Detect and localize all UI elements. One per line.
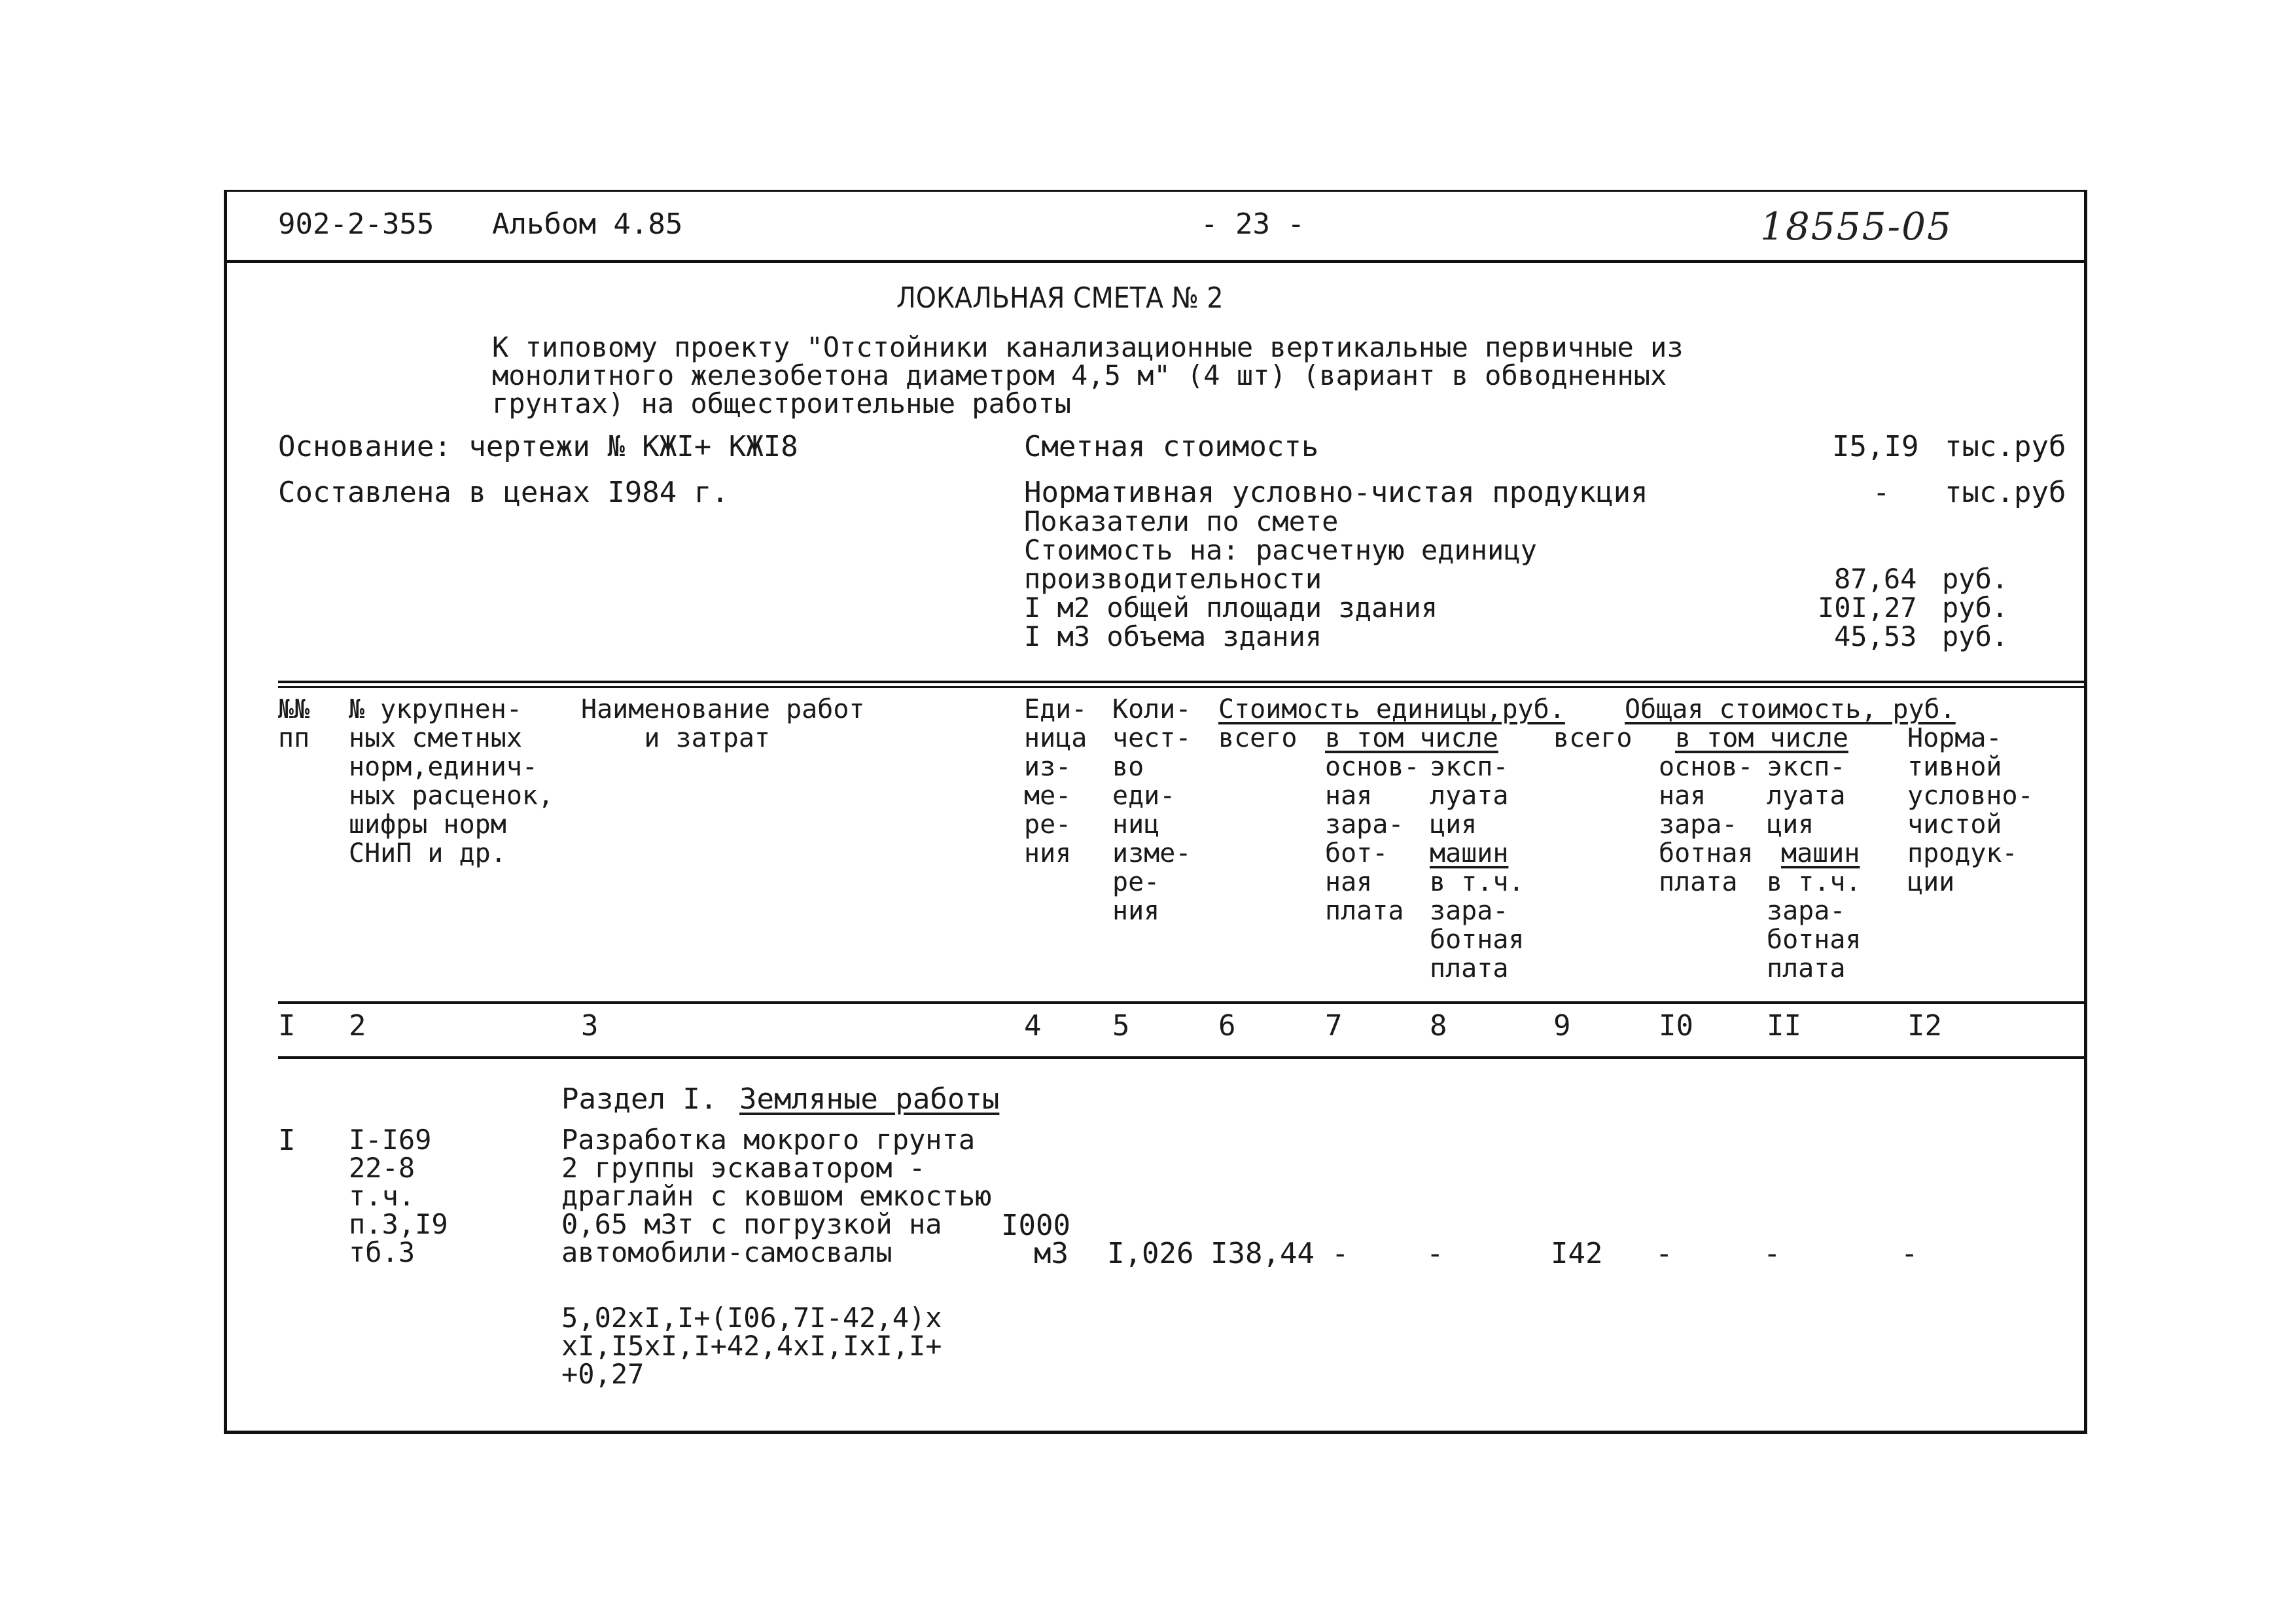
row-1-formula: 5,02хI,I+(I06,7I-42,4)х хI,I5хI,I+42,4хI,IхI,I+ +0,27 <box>561 1302 942 1390</box>
album-label: Альбом 4.85 <box>492 207 683 241</box>
volume-value: 45,53 <box>1834 620 1917 652</box>
area-unit: руб. <box>1942 592 2009 624</box>
handwritten-stamp: 18555-05 <box>1760 204 1952 249</box>
row-1-number: I <box>278 1124 296 1157</box>
col-num-10: I0 <box>1659 1009 1693 1043</box>
document-title: ЛОКАЛЬНАЯ СМЕТА № 2 <box>896 281 1224 315</box>
col-header-unit: Еди- ница из- ме- ре- ния <box>1024 694 1087 868</box>
col-header-total-mach-label: машин <box>1781 838 1860 868</box>
header-divider <box>224 260 2084 263</box>
subtitle-line-2: монолитного железобетона диаметром 4,5 м" (4 шт) (вариант в обводненных <box>492 359 1667 391</box>
col-num-7: 7 <box>1325 1009 1343 1043</box>
col-header-name: Наименование работ и затрат <box>581 694 865 753</box>
page-number: - 23 - <box>1201 207 1305 241</box>
subtitle-line-3: грунтах) на общестроительные работы <box>492 387 1072 419</box>
col-header-total-mach-bottom: в т.ч. зара- ботная плата <box>1767 867 1862 984</box>
col-header-unit-mach-label: машин <box>1430 838 1509 868</box>
table-top-rule <box>278 681 2084 683</box>
col-num-5: 5 <box>1112 1009 1130 1043</box>
col-group-unit-cost: Стоимость единицы,руб. <box>1218 694 1565 724</box>
col-header-norm: Норма- тивной условно- чистой продук- ции <box>1907 723 2034 897</box>
col-num-8: 8 <box>1430 1009 1447 1043</box>
project-code: 902-2-355 <box>278 207 434 241</box>
row-1-total-mach: - <box>1763 1237 1781 1270</box>
subtitle-line-1: К типовому проекту "Отстойники канализационные вертикальные первичные из <box>492 331 1684 363</box>
col-header-total-wage: основ- ная зара- ботная плата <box>1659 752 1754 897</box>
col-num-11: II <box>1767 1009 1801 1043</box>
col-num-9: 9 <box>1553 1009 1571 1043</box>
row-1-unit-wage: - <box>1332 1237 1349 1270</box>
col-num-3: 3 <box>581 1009 599 1043</box>
section-prefix: Раздел I. <box>561 1082 718 1116</box>
col-num-12: I2 <box>1907 1009 1942 1043</box>
table-top-rule-2 <box>278 686 2084 688</box>
row-1-norm: - <box>1901 1237 1918 1270</box>
cost-unit: тыс.руб <box>1945 430 2066 463</box>
row-1-name: Разработка мокрого грунта 2 группы эскаватором - драглайн с ковшом емкостью 0,65 м3т с погрузкой на автомобили-самосвалы <box>561 1124 992 1268</box>
basis-text: Основание: чертежи № КЖI+ КЖI8 <box>278 430 798 463</box>
frame-bottom-border <box>224 1431 2087 1434</box>
col-header-total-mach-top: эксп- луата ция <box>1767 752 1846 840</box>
norm-value: - <box>1873 476 1890 509</box>
col-numbers-top-rule <box>278 1001 2084 1004</box>
col-header-unit-mach-top: эксп- луата ция <box>1430 752 1509 840</box>
col-header-code: № укрупнен- ных сметных норм,единич- ных расценок, шифры норм СНиП и др. <box>349 694 554 868</box>
per-unit-label: Стоимость на: расчетную единицу <box>1024 534 1537 566</box>
col-header-qty: Коли- чест- во еди- ниц изме- ре- ния <box>1112 694 1192 926</box>
section-name: Земляные работы <box>739 1082 1000 1116</box>
row-1-unit: м3 <box>1034 1237 1069 1270</box>
volume-unit: руб. <box>1942 620 2009 652</box>
row-1-unit-mach: - <box>1426 1237 1444 1270</box>
col-num-2: 2 <box>349 1009 366 1043</box>
col-num-6: 6 <box>1218 1009 1236 1043</box>
volume-label: I м3 объема здания <box>1024 620 1322 652</box>
prices-text: Составлена в ценах I984 г. <box>278 476 729 509</box>
col-num-4: 4 <box>1024 1009 1042 1043</box>
row-1-unit-total: I38,44 <box>1210 1237 1315 1270</box>
row-1-total-wage: - <box>1655 1237 1673 1270</box>
col-header-unit-wage: основ- ная зара- бот- ная плата <box>1325 752 1420 926</box>
per-unit-value: 87,64 <box>1834 563 1917 595</box>
col-header-total: всего <box>1553 723 1633 753</box>
col-header-incl-1: в том числе <box>1325 723 1498 753</box>
row-1-unit-top: I000 <box>1001 1209 1070 1242</box>
cost-value: I5,I9 <box>1832 430 1919 463</box>
col-header-unit-mach-bottom: в т.ч. зара- ботная плата <box>1430 867 1525 984</box>
col-header-number: №№ пп <box>278 694 310 753</box>
norm-unit: тыс.руб <box>1945 476 2066 509</box>
area-value: I0I,27 <box>1818 592 1917 624</box>
cost-label: Сметная стоимость <box>1024 430 1319 463</box>
col-group-total-cost: Общая стоимость, руб. <box>1625 694 1956 724</box>
area-label: I м2 общей площади здания <box>1024 592 1438 624</box>
row-1-total: I42 <box>1551 1237 1603 1270</box>
norm-label: Нормативная условно-чистая продукция <box>1024 476 1648 509</box>
col-header-unit-total: всего <box>1218 723 1298 753</box>
col-header-incl-2: в том числе <box>1675 723 1848 753</box>
indicators-label: Показатели по смете <box>1024 505 1339 537</box>
col-num-1: I <box>278 1009 296 1043</box>
row-1-code: I-I69 22-8 т.ч. п.3,I9 тб.3 <box>349 1124 448 1268</box>
col-numbers-bottom-rule <box>278 1056 2084 1059</box>
per-unit-unit: руб. <box>1942 563 2009 595</box>
row-1-qty: I,026 <box>1107 1237 1194 1270</box>
per-unit-label-2: производительности <box>1024 563 1322 595</box>
